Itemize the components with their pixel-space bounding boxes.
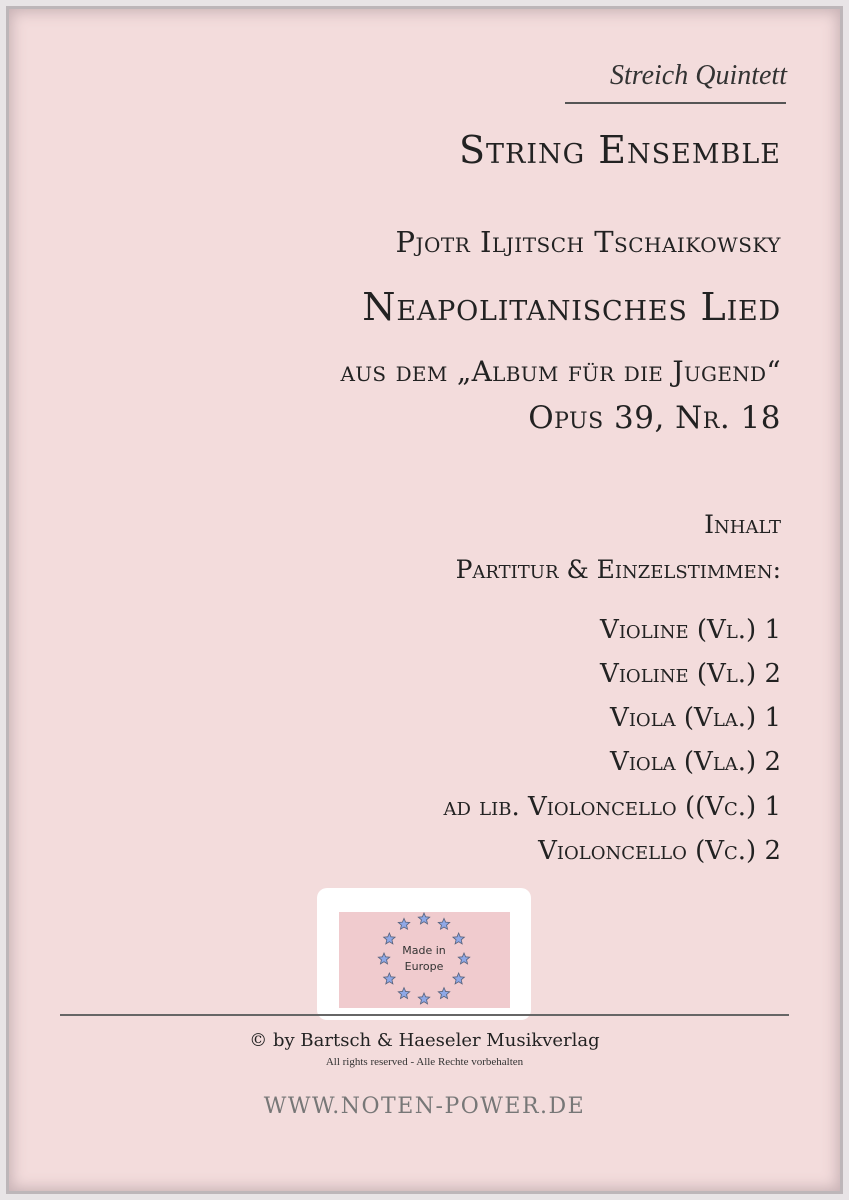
copyright-text: © by Bartsch & Haeseler Musikverlag [249,1030,600,1051]
page-title: String Ensemble [458,128,781,172]
eu-stars-icon [339,912,510,1008]
star-icon [438,918,449,929]
made-in-europe-badge [339,912,510,1008]
part-item: Viola (Vla.) 2 [610,747,781,777]
contents-subheading: Partitur & Einzelstimmen: [455,555,781,584]
star-icon [458,953,469,964]
piece-source: aus dem „Album für die Jugend“ [340,355,781,388]
ensemble-label: Streich Quintett [609,60,787,91]
star-icon [418,993,429,1004]
star-icon [398,988,409,999]
website-link[interactable]: WWW.NOTEN-POWER.DE [263,1094,586,1119]
composer-name: Pjotr Iljitsch Tschaikowsky [395,225,781,259]
star-icon [384,933,395,944]
badge-line1: Made in [402,944,446,957]
part-item: Viola (Vla.) 1 [610,703,781,733]
contents-heading: Inhalt [704,510,781,539]
star-icon [453,973,464,984]
star-icon [378,953,389,964]
star-icon [438,988,449,999]
badge-line2: Europe [404,960,444,973]
footer-divider [60,1014,789,1016]
piece-title: Neapolitanisches Lied [362,285,781,329]
star-icon [418,913,429,924]
star-icon [453,933,464,944]
header-rule [565,102,786,104]
part-item: Violoncello (Vc.) 2 [538,836,781,866]
star-icon [384,973,395,984]
part-item: ad lib. Violoncello ((Vc.) 1 [443,792,781,822]
part-item: Violine (Vl.) 1 [600,615,781,645]
opus-number: Opus 39, Nr. 18 [528,400,781,436]
star-icon [398,918,409,929]
rights-text: All rights reserved - Alle Rechte vorbehalten [325,1056,524,1068]
part-item: Violine (Vl.) 2 [600,659,781,689]
